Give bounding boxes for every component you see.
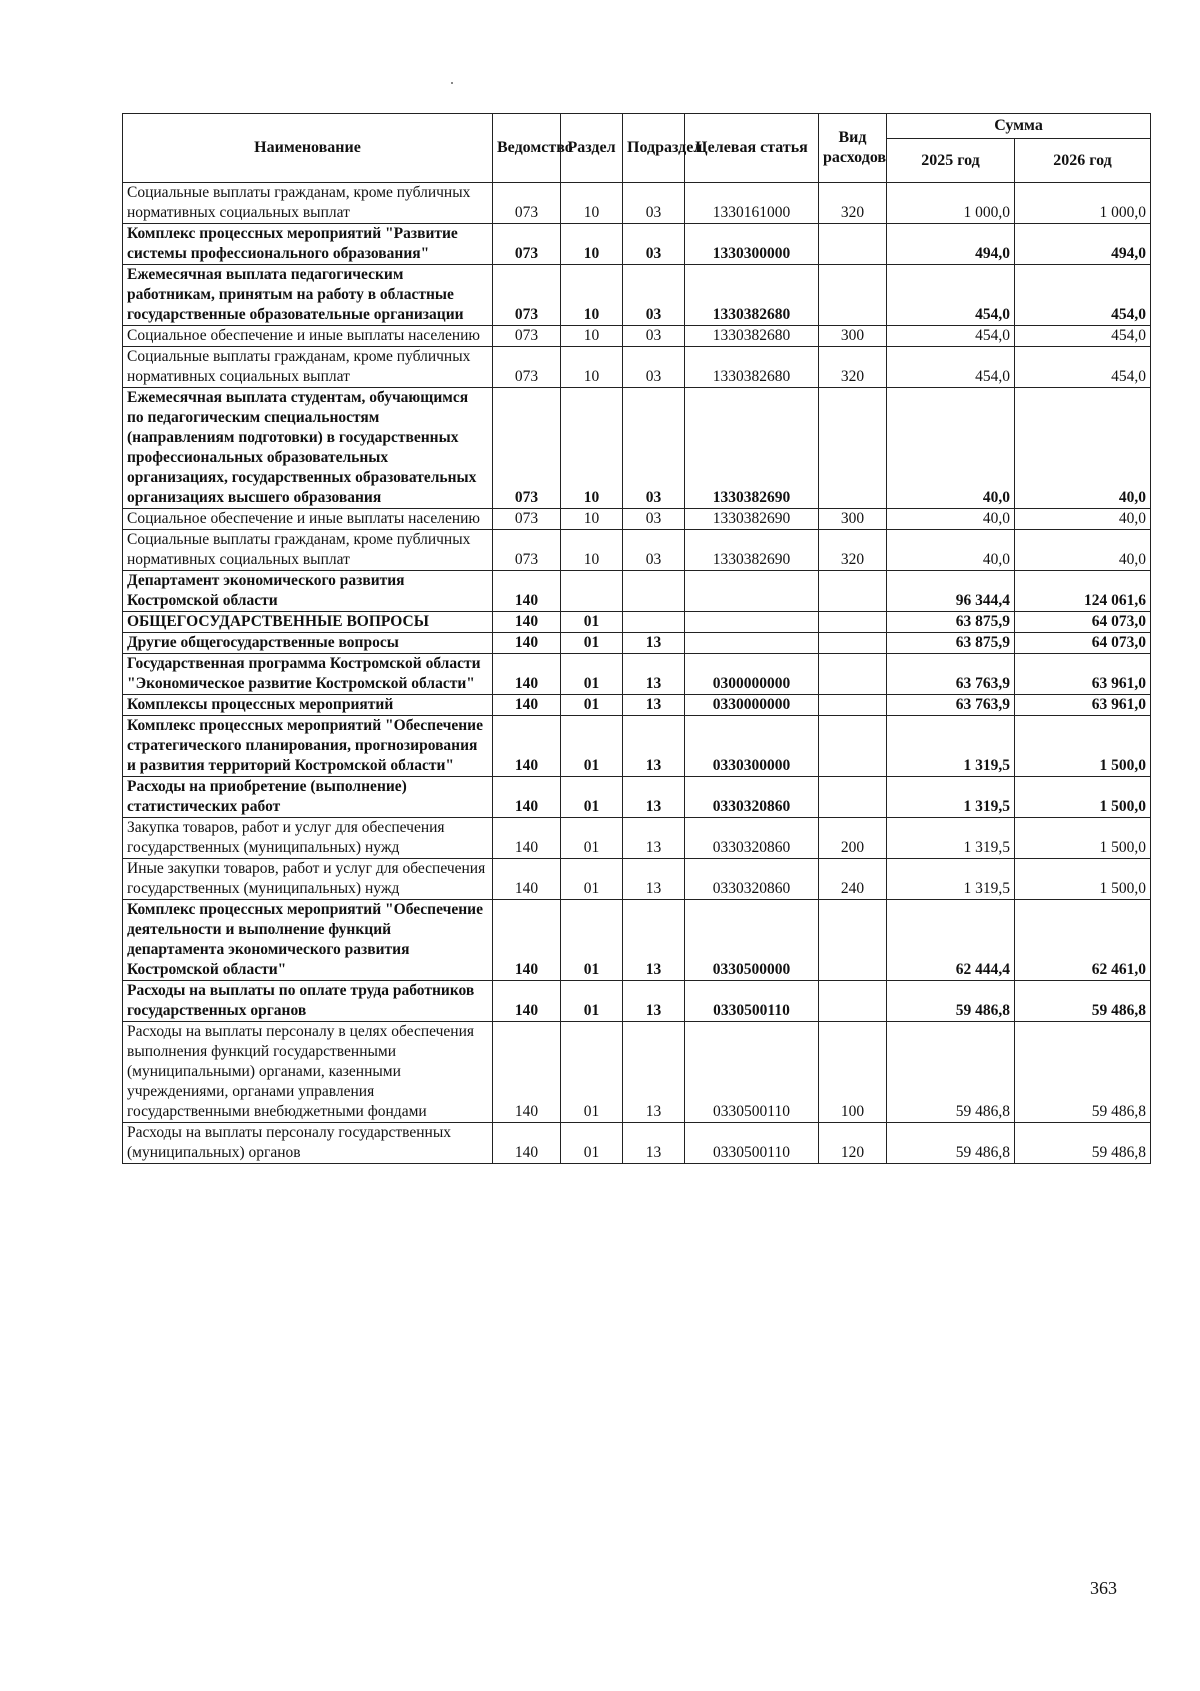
header-celevaya-statya: Целевая статья (685, 114, 819, 183)
header-summa: Сумма (887, 114, 1151, 139)
cell-razdel: 01 (561, 633, 623, 654)
cell-sum-2026: 64 073,0 (1015, 633, 1151, 654)
cell-vid-raskhodov: 200 (819, 818, 887, 859)
cell-sum-2026: 1 000,0 (1015, 183, 1151, 224)
cell-razdel: 01 (561, 612, 623, 633)
cell-razdel: 01 (561, 818, 623, 859)
cell-sum-2026: 1 500,0 (1015, 716, 1151, 777)
cell-sum-2026: 1 500,0 (1015, 859, 1151, 900)
cell-sum-2025: 40,0 (887, 509, 1015, 530)
cell-name: Расходы на выплаты персоналу государственных (муниципальных) органов (123, 1123, 493, 1164)
cell-vid-raskhodov (819, 633, 887, 654)
cell-vedomstvo: 140 (493, 1022, 561, 1123)
cell-vid-raskhodov: 120 (819, 1123, 887, 1164)
cell-podrazdel: 13 (623, 981, 685, 1022)
table-row (123, 183, 1151, 224)
cell-sum-2025: 1 319,5 (887, 777, 1015, 818)
cell-sum-2025: 59 486,8 (887, 981, 1015, 1022)
table-row (123, 695, 1151, 716)
cell-vedomstvo: 140 (493, 981, 561, 1022)
cell-sum-2026: 63 961,0 (1015, 695, 1151, 716)
cell-vid-raskhodov (819, 716, 887, 777)
header-year-2026: 2026 год (1015, 139, 1151, 183)
cell-podrazdel (623, 612, 685, 633)
cell-vedomstvo: 140 (493, 633, 561, 654)
cell-vedomstvo: 140 (493, 716, 561, 777)
header-vid-raskhodov: Вид расходов (819, 114, 887, 183)
cell-sum-2025: 96 344,4 (887, 571, 1015, 612)
cell-celevaya-statya: 0330320860 (685, 777, 819, 818)
cell-podrazdel: 13 (623, 716, 685, 777)
cell-vedomstvo: 140 (493, 571, 561, 612)
cell-vedomstvo: 140 (493, 695, 561, 716)
cell-sum-2026: 64 073,0 (1015, 612, 1151, 633)
cell-vid-raskhodov (819, 695, 887, 716)
cell-vid-raskhodov (819, 388, 887, 509)
cell-name: Другие общегосударственные вопросы (123, 633, 493, 654)
cell-sum-2026: 124 061,6 (1015, 571, 1151, 612)
cell-razdel: 01 (561, 695, 623, 716)
cell-podrazdel: 13 (623, 1022, 685, 1123)
table-row (123, 1123, 1151, 1164)
cell-celevaya-statya: 0330000000 (685, 695, 819, 716)
cell-razdel: 10 (561, 347, 623, 388)
cell-podrazdel: 13 (623, 818, 685, 859)
cell-sum-2025: 454,0 (887, 347, 1015, 388)
cell-sum-2025: 1 319,5 (887, 716, 1015, 777)
cell-celevaya-statya: 0330320860 (685, 859, 819, 900)
cell-vedomstvo: 140 (493, 777, 561, 818)
cell-vid-raskhodov (819, 777, 887, 818)
cell-sum-2025: 494,0 (887, 224, 1015, 265)
table-row (123, 326, 1151, 347)
cell-name: Государственная программа Костромской области "Экономическое развитие Костромской области" (123, 654, 493, 695)
cell-podrazdel (623, 571, 685, 612)
cell-celevaya-statya (685, 571, 819, 612)
cell-razdel (561, 571, 623, 612)
cell-vedomstvo: 073 (493, 509, 561, 530)
cell-celevaya-statya: 1330382690 (685, 388, 819, 509)
cell-name: Ежемесячная выплата педагогическим работникам, принятым на работу в областные государственные образовательные организации (123, 265, 493, 326)
cell-sum-2025: 63 875,9 (887, 633, 1015, 654)
cell-sum-2026: 40,0 (1015, 509, 1151, 530)
table-row (123, 654, 1151, 695)
cell-vid-raskhodov (819, 900, 887, 981)
cell-vedomstvo: 073 (493, 183, 561, 224)
cell-name: ОБЩЕГОСУДАРСТВЕННЫЕ ВОПРОСЫ (123, 612, 493, 633)
cell-podrazdel: 13 (623, 777, 685, 818)
table-row (123, 981, 1151, 1022)
table-row (123, 1022, 1151, 1123)
cell-razdel: 10 (561, 388, 623, 509)
cell-name: Закупка товаров, работ и услуг для обеспечения государственных (муниципальных) нужд (123, 818, 493, 859)
cell-razdel: 10 (561, 183, 623, 224)
table-row (123, 716, 1151, 777)
cell-podrazdel: 03 (623, 509, 685, 530)
table-row (123, 818, 1151, 859)
cell-razdel: 10 (561, 530, 623, 571)
cell-sum-2026: 59 486,8 (1015, 1123, 1151, 1164)
cell-vedomstvo: 073 (493, 326, 561, 347)
cell-razdel: 10 (561, 265, 623, 326)
cell-podrazdel: 03 (623, 183, 685, 224)
cell-celevaya-statya: 0330500000 (685, 900, 819, 981)
cell-celevaya-statya: 1330382680 (685, 326, 819, 347)
cell-celevaya-statya: 0330300000 (685, 716, 819, 777)
cell-sum-2025: 59 486,8 (887, 1123, 1015, 1164)
cell-podrazdel: 03 (623, 530, 685, 571)
table-row (123, 900, 1151, 981)
table-row (123, 509, 1151, 530)
cell-name: Департамент экономического развития Костромской области (123, 571, 493, 612)
cell-sum-2025: 1 000,0 (887, 183, 1015, 224)
budget-table (122, 113, 1151, 1164)
cell-podrazdel: 03 (623, 265, 685, 326)
cell-podrazdel: 03 (623, 388, 685, 509)
cell-celevaya-statya: 0330500110 (685, 1022, 819, 1123)
cell-sum-2026: 62 461,0 (1015, 900, 1151, 981)
cell-celevaya-statya: 0330500110 (685, 981, 819, 1022)
cell-vid-raskhodov: 300 (819, 326, 887, 347)
cell-vid-raskhodov (819, 654, 887, 695)
cell-vid-raskhodov: 100 (819, 1022, 887, 1123)
cell-podrazdel: 13 (623, 633, 685, 654)
cell-razdel: 10 (561, 326, 623, 347)
table-body (123, 183, 1151, 1164)
header-podrazdel: Подраздел (623, 114, 685, 183)
cell-vid-raskhodov (819, 224, 887, 265)
cell-sum-2025: 454,0 (887, 326, 1015, 347)
cell-podrazdel: 03 (623, 224, 685, 265)
cell-razdel: 01 (561, 777, 623, 818)
cell-celevaya-statya: 1330161000 (685, 183, 819, 224)
cell-celevaya-statya: 1330382680 (685, 265, 819, 326)
cell-name: Социальные выплаты гражданам, кроме публичных нормативных социальных выплат (123, 347, 493, 388)
page-number: 363 (1090, 1578, 1117, 1598)
cell-sum-2025: 1 319,5 (887, 818, 1015, 859)
cell-sum-2025: 40,0 (887, 530, 1015, 571)
cell-celevaya-statya: 0330500110 (685, 1123, 819, 1164)
header-year-2025: 2025 год (887, 139, 1015, 183)
cell-sum-2026: 59 486,8 (1015, 981, 1151, 1022)
cell-vedomstvo: 073 (493, 530, 561, 571)
scan-speck (451, 82, 453, 84)
cell-celevaya-statya: 1330382690 (685, 530, 819, 571)
cell-sum-2026: 494,0 (1015, 224, 1151, 265)
cell-sum-2025: 63 875,9 (887, 612, 1015, 633)
cell-celevaya-statya: 1330382680 (685, 347, 819, 388)
cell-vedomstvo: 140 (493, 818, 561, 859)
cell-vedomstvo: 140 (493, 900, 561, 981)
table-row (123, 530, 1151, 571)
cell-celevaya-statya (685, 612, 819, 633)
cell-name: Ежемесячная выплата студентам, обучающимся по педагогическим специальностям (направлениям подготовки) в государственных профессиональных образовательных организациях, государственных образовательных организациях высшего образования (123, 388, 493, 509)
cell-razdel: 01 (561, 1123, 623, 1164)
cell-vedomstvo: 140 (493, 859, 561, 900)
cell-name: Комплексы процессных мероприятий (123, 695, 493, 716)
cell-podrazdel: 13 (623, 859, 685, 900)
cell-razdel: 01 (561, 716, 623, 777)
cell-razdel: 01 (561, 1022, 623, 1123)
cell-podrazdel: 03 (623, 347, 685, 388)
cell-celevaya-statya: 0300000000 (685, 654, 819, 695)
cell-razdel: 10 (561, 509, 623, 530)
header-vedomstvo: Ведомство (493, 114, 561, 183)
cell-sum-2026: 454,0 (1015, 326, 1151, 347)
cell-sum-2025: 454,0 (887, 265, 1015, 326)
cell-razdel: 01 (561, 654, 623, 695)
budget-table-container (122, 113, 1150, 1164)
cell-sum-2025: 1 319,5 (887, 859, 1015, 900)
cell-sum-2026: 59 486,8 (1015, 1022, 1151, 1123)
cell-name: Расходы на приобретение (выполнение) статистических работ (123, 777, 493, 818)
cell-sum-2026: 454,0 (1015, 265, 1151, 326)
cell-vid-raskhodov: 320 (819, 530, 887, 571)
table-row (123, 347, 1151, 388)
cell-name: Социальные выплаты гражданам, кроме публичных нормативных социальных выплат (123, 530, 493, 571)
header-razdel: Раздел (561, 114, 623, 183)
cell-podrazdel: 13 (623, 900, 685, 981)
header-name: Наименование (123, 114, 493, 183)
cell-podrazdel: 13 (623, 1123, 685, 1164)
cell-name: Расходы на выплаты по оплате труда работников государственных органов (123, 981, 493, 1022)
cell-vid-raskhodov: 300 (819, 509, 887, 530)
cell-sum-2026: 40,0 (1015, 388, 1151, 509)
cell-vid-raskhodov (819, 571, 887, 612)
cell-celevaya-statya: 1330382690 (685, 509, 819, 530)
table-row (123, 571, 1151, 612)
cell-sum-2025: 63 763,9 (887, 654, 1015, 695)
cell-vid-raskhodov: 320 (819, 183, 887, 224)
cell-celevaya-statya: 1330300000 (685, 224, 819, 265)
cell-podrazdel: 13 (623, 695, 685, 716)
cell-vid-raskhodov (819, 981, 887, 1022)
cell-razdel: 10 (561, 224, 623, 265)
cell-vedomstvo: 073 (493, 388, 561, 509)
table-row (123, 612, 1151, 633)
table-row (123, 633, 1151, 654)
cell-vid-raskhodov: 240 (819, 859, 887, 900)
table-row (123, 859, 1151, 900)
table-row (123, 224, 1151, 265)
cell-sum-2026: 40,0 (1015, 530, 1151, 571)
cell-vedomstvo: 073 (493, 265, 561, 326)
cell-sum-2025: 63 763,9 (887, 695, 1015, 716)
cell-sum-2026: 1 500,0 (1015, 818, 1151, 859)
cell-name: Социальные выплаты гражданам, кроме публичных нормативных социальных выплат (123, 183, 493, 224)
cell-vid-raskhodov (819, 612, 887, 633)
cell-sum-2025: 40,0 (887, 388, 1015, 509)
table-row (123, 777, 1151, 818)
cell-name: Комплекс процессных мероприятий "Обеспечение деятельности и выполнение функций департамента экономического развития Костромской области" (123, 900, 493, 981)
cell-vedomstvo: 140 (493, 612, 561, 633)
cell-name: Расходы на выплаты персоналу в целях обеспечения выполнения функций государственными (муниципальными) органами, казенными учреждениями, органами управления государственными внебюджетными фондами (123, 1022, 493, 1123)
cell-vedomstvo: 073 (493, 347, 561, 388)
table-header (123, 114, 1151, 183)
cell-name: Социальное обеспечение и иные выплаты населению (123, 509, 493, 530)
cell-vedomstvo: 073 (493, 224, 561, 265)
cell-sum-2026: 454,0 (1015, 347, 1151, 388)
cell-name: Социальное обеспечение и иные выплаты населению (123, 326, 493, 347)
cell-razdel: 01 (561, 900, 623, 981)
cell-name: Иные закупки товаров, работ и услуг для обеспечения государственных (муниципальных) нужд (123, 859, 493, 900)
cell-name: Комплекс процессных мероприятий "Развитие системы профессионального образования" (123, 224, 493, 265)
cell-sum-2026: 63 961,0 (1015, 654, 1151, 695)
cell-razdel: 01 (561, 859, 623, 900)
cell-vedomstvo: 140 (493, 654, 561, 695)
cell-sum-2025: 62 444,4 (887, 900, 1015, 981)
cell-vid-raskhodov (819, 265, 887, 326)
cell-sum-2025: 59 486,8 (887, 1022, 1015, 1123)
table-row (123, 265, 1151, 326)
cell-celevaya-statya: 0330320860 (685, 818, 819, 859)
cell-razdel: 01 (561, 981, 623, 1022)
cell-podrazdel: 13 (623, 654, 685, 695)
cell-name: Комплекс процессных мероприятий "Обеспечение стратегического планирования, прогнозирования и развития территорий Костромской области" (123, 716, 493, 777)
table-row (123, 388, 1151, 509)
cell-celevaya-statya (685, 633, 819, 654)
cell-sum-2026: 1 500,0 (1015, 777, 1151, 818)
cell-vedomstvo: 140 (493, 1123, 561, 1164)
cell-vid-raskhodov: 320 (819, 347, 887, 388)
cell-podrazdel: 03 (623, 326, 685, 347)
